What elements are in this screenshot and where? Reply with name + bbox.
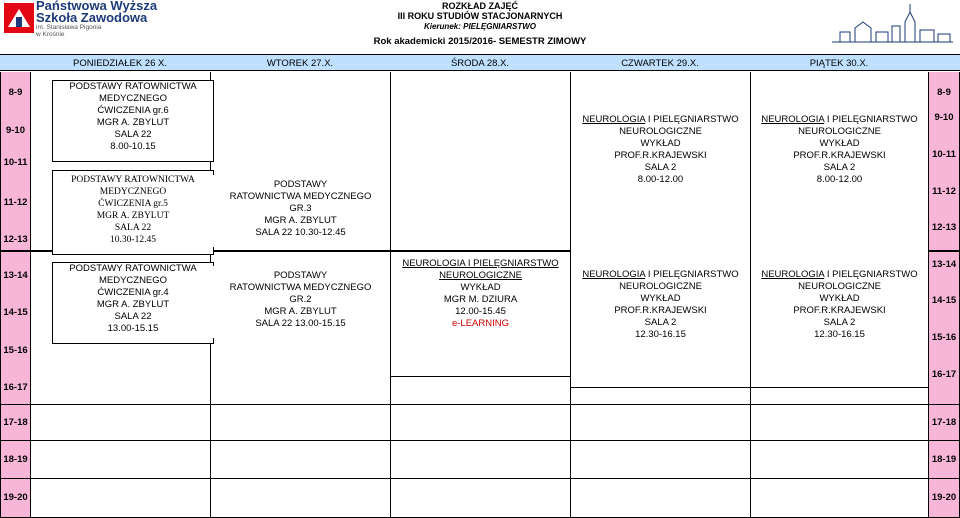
- hour-label: 9-10: [5, 125, 25, 136]
- class-block[interactable]: PODSTAWY RATOWNICTWA MEDYCZNEGO GR.2 MGR A. ZBYLUT SALA 22 13.00-15.15: [211, 266, 390, 338]
- hour-label: 13-14: [3, 270, 28, 281]
- day-friday: PIĄTEK 30.X.: [809, 58, 869, 69]
- time-column-right: [928, 72, 960, 518]
- day-header-row: [0, 54, 960, 71]
- hour-label: 10-11: [3, 157, 28, 168]
- class-block[interactable]: PODSTAWY RATOWNICTWA MEDYCZNEGO ĆWICZENIA gr.6 MGR A. ZBYLUT SALA 22 8.00-10.15: [52, 80, 214, 162]
- hour-label: 9-10: [934, 112, 954, 123]
- hour-label: 8-9: [8, 87, 23, 98]
- hour-label: 13-14: [931, 259, 957, 270]
- hour-label: 18-19: [3, 454, 28, 465]
- class-block[interactable]: NEUROLOGIA I PIELĘGNIARSTWO NEUROLOGICZNE WYKŁAD MGR M. DZIURA 12.00-15.45 e-LEARNING: [391, 252, 570, 377]
- schedule-subtitle: III ROKU STUDIÓW STACJONARNYCH: [397, 11, 563, 21]
- hour-label: 17-18: [3, 417, 28, 428]
- hour-label: 11-12: [3, 197, 28, 208]
- class-block[interactable]: NEUROLOGIA I PIELĘGNIARSTWO NEUROLOGICZNE WYKŁAD PROF.R.KRAJEWSKI SALA 2 12.30-16.15: [751, 252, 928, 388]
- hour-label: 10-11: [932, 149, 956, 160]
- class-block[interactable]: PODSTAWY RATOWNICTWA MEDYCZNEGO ĆWICZENIA gr.5 MGR A. ZBYLUT SALA 22 10.30-12.45: [52, 170, 214, 255]
- logo-subtitle: im. Stanisława Pigonia w Krośnie: [36, 24, 102, 38]
- schedule-title: ROZKŁAD ZAJĘĆ: [442, 1, 518, 11]
- hour-label: 17-18: [931, 417, 957, 428]
- logo-title: Państwowa Wyższa Szkoła Zawodowa: [36, 0, 158, 25]
- direction: Kierunek: PIELĘGNIARSTWO: [423, 22, 536, 31]
- day-thursday: CZWARTEK 29.X.: [621, 58, 699, 69]
- hour-label: 8-9: [937, 87, 951, 98]
- hour-label: 12-13: [3, 234, 28, 245]
- day-monday: PONIEDZIAŁEK 26 X.: [73, 58, 167, 69]
- hour-label: 11-12: [932, 186, 956, 197]
- academic-year: Rok akademicki 2015/2016- SEMESTR ZIMOWY: [373, 36, 587, 47]
- hour-label: 19-20: [3, 492, 28, 503]
- day-wednesday: ŚRODA 28.X.: [450, 58, 510, 69]
- class-block[interactable]: PODSTAWY RATOWNICTWA MEDYCZNEGO GR.3 MGR A. ZBYLUT SALA 22 10.30-12.45: [211, 175, 390, 247]
- day-tuesday: WTOREK 27.X.: [266, 58, 334, 69]
- town-skyline-icon: [830, 2, 955, 47]
- hour-label: 16-17: [3, 382, 28, 393]
- hour-label: 14-15: [3, 307, 28, 318]
- class-block[interactable]: PODSTAWY RATOWNICTWA MEDYCZNEGO ĆWICZENIA gr.4 MGR A. ZBYLUT SALA 22 13.00-15.15: [52, 262, 214, 344]
- class-block[interactable]: NEUROLOGIA I PIELĘGNIARSTWO NEUROLOGICZNE WYKŁAD PROF.R.KRAJEWSKI SALA 2 12.30-16.15: [571, 252, 750, 388]
- hour-label: 16-17: [931, 369, 957, 380]
- time-column-left: [0, 72, 31, 518]
- class-block[interactable]: NEUROLOGIA I PIELĘGNIARSTWO NEUROLOGICZNE WYKŁAD PROF.R.KRAJEWSKI SALA 2 8.00-12.00: [751, 72, 928, 275]
- hour-label: 12-13: [931, 222, 957, 233]
- hour-label: 15-16: [3, 345, 28, 356]
- hour-label: 14-15: [931, 295, 957, 306]
- hour-label: 18-19: [931, 454, 957, 465]
- hour-label: 15-16: [931, 332, 957, 343]
- class-block[interactable]: NEUROLOGIA I PIELĘGNIARSTWO NEUROLOGICZNE WYKŁAD PROF.R.KRAJEWSKI SALA 2 8.00-12.00: [571, 72, 750, 275]
- hour-label: 19-20: [931, 492, 957, 503]
